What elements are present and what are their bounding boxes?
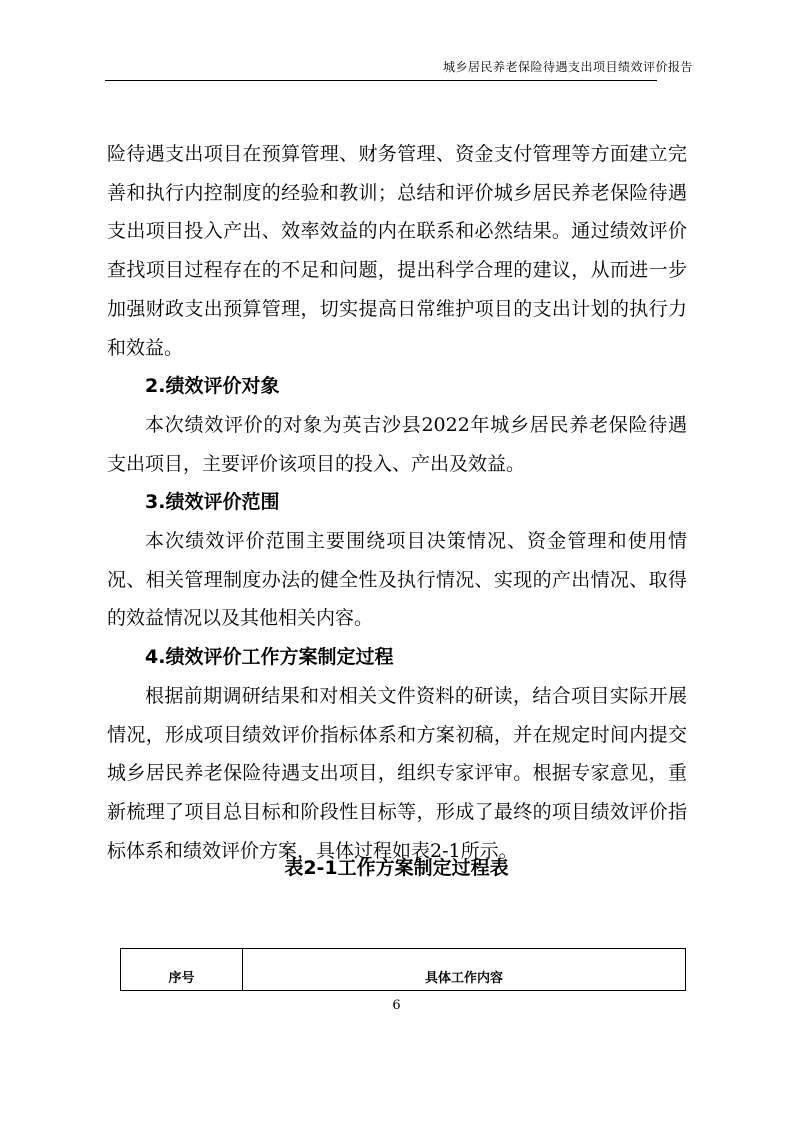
paragraph-work-plan-process: 根据前期调研结果和对相关文件资料的研读，结合项目实际开展情况，形成项目绩效评价指标体系和方案初稿，并在规定时间内提交城乡居民养老保险待遇支出项目，组织专家评审。根据专家意见，重新梳理了项目总目标和阶段性目标等，形成了最终的项目绩效评价指标体系和绩效评价方案，具体过程如表2-1所示。 <box>107 684 687 862</box>
table-header-row <box>121 949 686 991</box>
paragraph-evaluation-object: 本次绩效评价的对象为英吉沙县2022年城乡居民养老保险待遇支出项目，主要评价该项目的投入、产出及效益。 <box>107 413 687 475</box>
report-body <box>107 135 687 870</box>
work-plan-process-table <box>120 948 686 991</box>
paragraph-continuation: 险待遇支出项目在预算管理、财务管理、资金支付管理等方面建立完善和执行内控制度的经验和教训；总结和评价城乡居民养老保险待遇支出项目投入产出、效率效益的内在联系和必然结果。通过绩效评价查找项目过程存在的不足和问题，提出科学合理的建议，从而进一步加强财政支出预算管理，切实提高日常维护项目的支出计划的执行力和效益。 <box>107 143 687 359</box>
running-header-title: 城乡居民养老保险待遇支出项目绩效评价报告 <box>442 60 693 74</box>
page-number: 6 <box>392 998 401 1013</box>
column-header-work-content: 具体工作内容 <box>243 949 686 991</box>
section-heading-evaluation-scope: 3.绩效评价范围 <box>145 491 280 514</box>
section-heading-work-plan-process: 4.绩效评价工作方案制定过程 <box>145 646 394 669</box>
section-heading-evaluation-object: 2.绩效评价对象 <box>145 375 280 398</box>
header-divider <box>105 80 657 81</box>
paragraph-evaluation-scope: 本次绩效评价范围主要围绕项目决策情况、资金管理和使用情况、相关管理制度办法的健全性及执行情况、实现的产出情况、取得的效益情况以及其他相关内容。 <box>107 530 687 630</box>
column-header-serial-number: 序号 <box>121 949 243 991</box>
table-caption: 表2-1工作方案制定过程表 <box>284 857 509 879</box>
